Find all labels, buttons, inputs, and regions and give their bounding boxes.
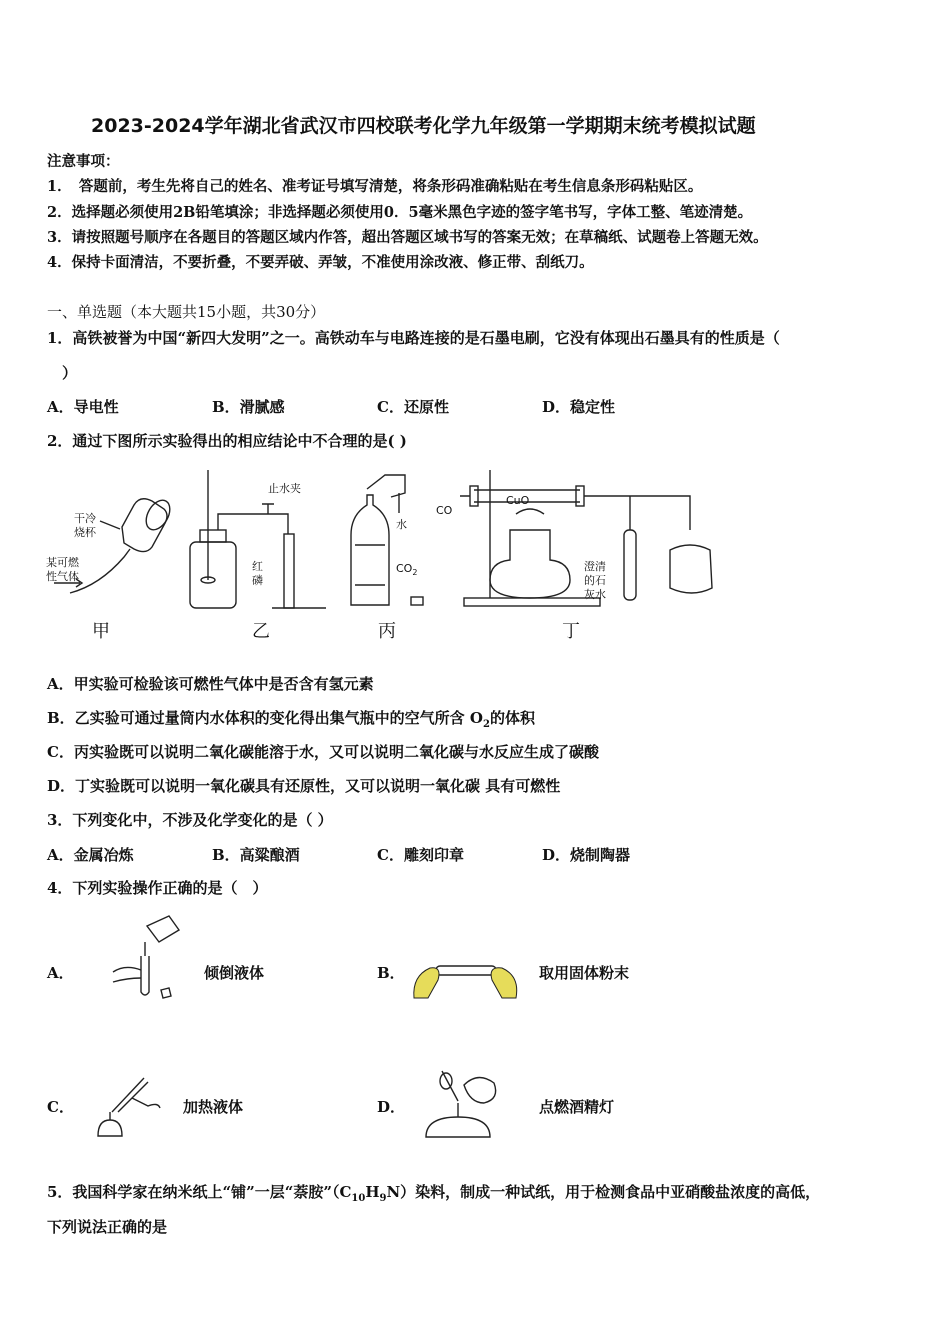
q1-option-d: D．稳定性 — [542, 398, 616, 416]
label-co: CO — [436, 504, 453, 517]
label-dry-cold: 干冷 — [74, 512, 96, 525]
q2-figure — [40, 465, 720, 650]
label-clamp: 止水夹 — [268, 482, 301, 495]
q5-stem-h: H — [365, 1183, 380, 1201]
q5-stem-part2: N）染料，制成一种试纸，用于检测食品中亚硝酸盐浓度的高低， — [386, 1183, 821, 1201]
q4-option-c-letter: C． — [47, 1098, 74, 1116]
q2-option-b-sub: 2 — [482, 719, 490, 730]
label-cuo: CuO — [506, 494, 530, 507]
label-beaker: 烧杯 — [74, 526, 96, 539]
section-heading: 一、单选题（本大题共15小题，共30分） — [47, 303, 326, 321]
apparatus-yi — [188, 470, 338, 620]
q4-option-d-letter: D． — [377, 1098, 406, 1116]
label-gas-b: 性气体 — [46, 570, 79, 583]
notice-item-1: 1． 答题前，考生先将自己的姓名、准考证号填写清楚，将条形码准确粘贴在考生信息条形码粘贴区。 — [47, 178, 703, 195]
q5-sub-9: 9 — [379, 1193, 387, 1204]
q5-sub-10: 10 — [351, 1193, 366, 1204]
q3-option-b: B．高粱酿酒 — [212, 846, 300, 864]
q5-stem — [47, 1182, 820, 1209]
q2-option-b-end: 的体积 — [489, 709, 535, 727]
light-lamp-illustration — [418, 1063, 513, 1148]
q2-option-b-text: B．乙实验可通过量筒内水体积的变化得出集气瓶中的空气所含 O — [47, 709, 483, 727]
q4-option-a-letter: A． — [47, 964, 74, 982]
label-red-b: 磷 — [252, 574, 263, 587]
q1-stem-end: ） — [62, 364, 78, 382]
q5-stem-line2: 下列说法正确的是 — [47, 1218, 168, 1236]
apparatus-ding — [430, 470, 730, 620]
notice-item-2: 2．选择题必须使用2B铅笔填涂；非选择题必须使用0．5毫米黑色字迹的签字笔书写，字体工整、笔迹清楚。 — [47, 204, 753, 221]
notice-item-3: 3．请按照题号顺序在各题目的答题区域内作答，超出答题区域书写的答案无效；在草稿纸、试题卷上答题无效。 — [47, 229, 768, 246]
q3-option-d: D．烧制陶器 — [542, 846, 631, 864]
q2-option-a: A．甲实验可检验该可燃性气体中是否含有氢元素 — [47, 675, 374, 693]
caption-yi: 乙 — [252, 621, 270, 642]
label-lime-1: 澄清 — [584, 560, 606, 573]
q1-stem: 1．高铁被誉为中国“新四大发明”之一。高铁动车与电路连接的是石墨电刷，它没有体现出石墨具有的性质是（ — [47, 329, 780, 347]
q3-option-a: A．金属冶炼 — [47, 846, 134, 864]
label-co2-text: CO — [396, 562, 413, 575]
label-water: 水 — [396, 518, 407, 531]
q2-option-c: C．丙实验既可以说明二氧化碳能溶于水，又可以说明二氧化碳与水反应生成了碳酸 — [47, 743, 599, 761]
notice-heading: 注意事项： — [47, 153, 120, 170]
label-gas-a: 某可燃 — [46, 556, 79, 569]
q4-option-c-text: 加热液体 — [183, 1098, 244, 1116]
q2-option-d: D．丁实验既可以说明一氧化碳具有还原性，又可以说明一氧化碳 具有可燃性 — [47, 777, 561, 795]
q4-option-d-text: 点燃酒精灯 — [539, 1098, 615, 1116]
label-co2-sub: 2 — [412, 568, 418, 578]
q1-option-b: B．滑腻感 — [212, 398, 285, 416]
q4-option-a-text: 倾倒液体 — [204, 964, 265, 982]
take-powder-illustration — [408, 958, 523, 1003]
label-red-a: 红 — [252, 560, 263, 573]
page-title: 2023-2024学年湖北省武汉市四校联考化学九年级第一学期期末统考模拟试题 — [91, 115, 756, 137]
q1-option-c: C．还原性 — [377, 398, 449, 416]
q1-option-a: A．导电性 — [47, 398, 119, 416]
q5-stem-part1: 5．我国科学家在纳米纸上“铺”一层“萘胺”（C — [47, 1183, 352, 1201]
q3-option-c: C．雕刻印章 — [377, 846, 464, 864]
q2-stem: 2．通过下图所示实验得出的相应结论中不合理的是( ) — [47, 432, 407, 450]
q3-stem: 3．下列变化中，不涉及化学变化的是（ ） — [47, 811, 333, 829]
notice-item-4: 4．保持卡面清洁，不要折叠，不要弄破、弄皱，不准使用涂改液、修正带、刮纸刀。 — [47, 254, 594, 271]
q4-stem: 4．下列实验操作正确的是（ ） — [47, 879, 268, 897]
caption-jia: 甲 — [92, 621, 110, 642]
label-lime-2: 的石 — [584, 574, 606, 587]
q4-option-b-letter: B． — [377, 964, 405, 982]
pour-liquid-illustration — [105, 912, 185, 1007]
heat-liquid-illustration — [88, 1072, 168, 1147]
q4-option-b-text: 取用固体粉末 — [539, 964, 630, 982]
label-lime-3: 灰水 — [584, 588, 606, 601]
label-co2 — [396, 563, 417, 579]
caption-bing: 丙 — [378, 621, 396, 642]
caption-ding: 丁 — [562, 621, 580, 642]
q2-option-b — [47, 708, 535, 735]
